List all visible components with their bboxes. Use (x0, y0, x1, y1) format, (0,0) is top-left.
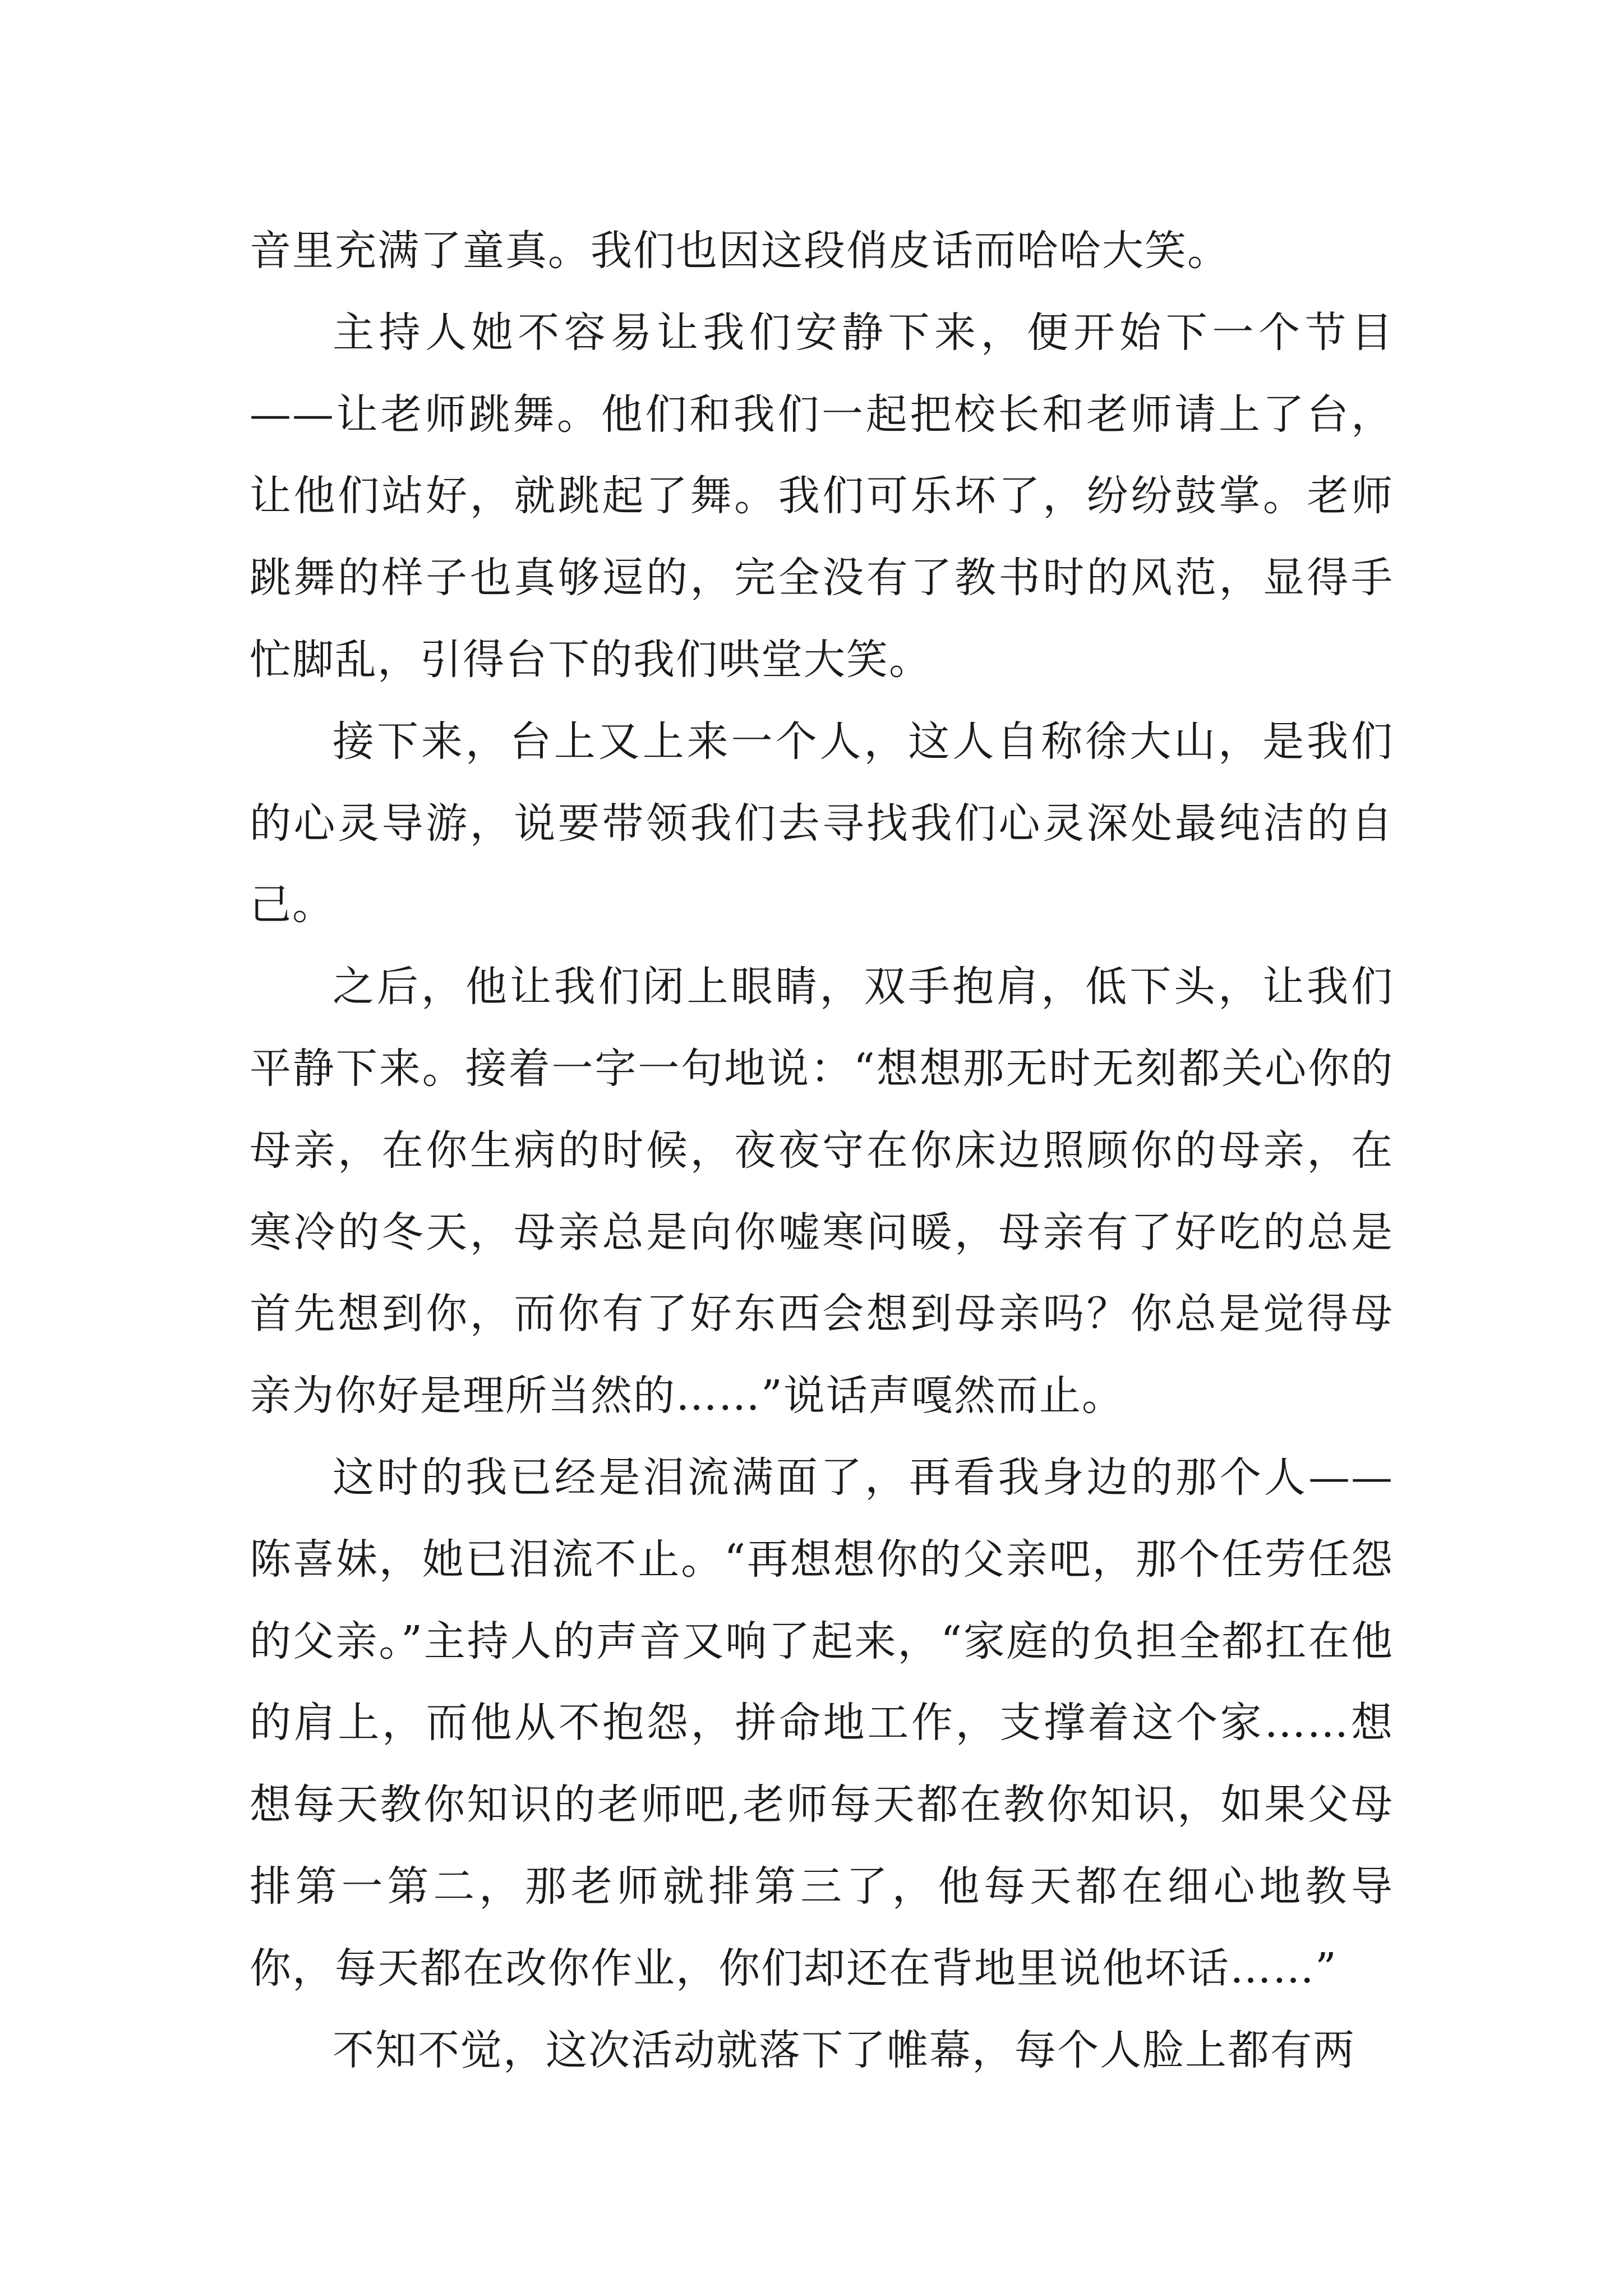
paragraph-2: 主持人她不容易让我们安静下来，便开始下一个节目——让老师跳舞。他们和我们一起把校长和老师请上了台，让他们站好，就跳起了舞。我们可乐坏了，纷纷鼓掌。老师跳舞的样子也真够逗的，完全没有了教书时的风范，显得手忙脚乱，引得台下的我们哄堂大笑。 (250, 308, 1394, 684)
paragraph-5: 这时的我已经是泪流满面了，再看我身边的那个人——陈喜妹，她已泪流不止。“再想想你的父亲吧，那个任劳任怨的父亲。”主持人的声音又响了起来，“家庭的负担全都扛在他的肩上，而他从不抱怨，拼命地工作，支撑着这个家……想想每天教你知识的老师吧,老师每天都在教你知识，如果父母排第一第二，那老师就排第三了，他每天都在细心地教导你，每天都在改你作业，你们却还在背地里说他坏话……” (250, 1453, 1394, 1993)
document-body (250, 210, 1394, 2091)
paragraph-6: 不知不觉，这次活动就落下了帷幕，每个人脸上都有两 (333, 2026, 1355, 2074)
paragraph-1: 音里充满了童真。我们也因这段俏皮话而哈哈大笑。 (250, 227, 1230, 275)
paragraph-4: 之后，他让我们闭上眼睛，双手抱肩，低下头，让我们平静下来。接着一字一句地说：“想想那无时无刻都关心你的母亲，在你生病的时候，夜夜守在你床边照顾你的母亲，在寒冷的冬天，母亲总是向你嘘寒问暖，母亲有了好吃的总是首先想到你，而你有了好东西会想到母亲吗？你总是觉得母亲为你好是理所当然的……”说话声嘎然而止。 (250, 963, 1394, 1420)
paragraph-3: 接下来，台上又上来一个人，这人自称徐大山，是我们的心灵导游，说要带领我们去寻找我们心灵深处最纯洁的自己。 (250, 717, 1394, 930)
